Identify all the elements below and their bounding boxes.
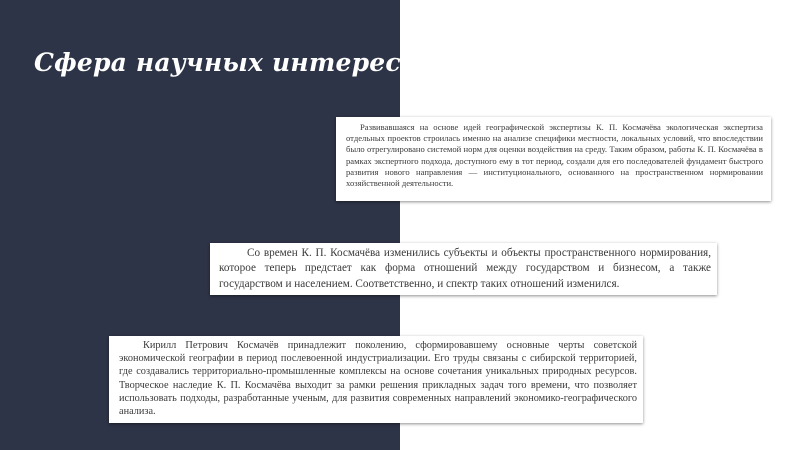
- excerpt-card-3: [109, 336, 643, 423]
- slide-title: Сфера научных интересов: [34, 48, 435, 77]
- excerpt-text-2: Со времен К. П. Космачёва изменились субъекты и объекты пространственного нормирования, которое теперь предстает как форма отношений между государством и бизнесом, а также государством и населением. Соответственно, и спектр таких отношений изменился.: [219, 247, 711, 290]
- excerpt-text-1: Развивавшаяся на основе идей географической экспертизы К. П. Космачёва экологическая экспертиза отдельных проектов строилась именно на анализе специфики местности, локальных условий, что впоследствии было отрегулировано системой норм для оценки воздействия на среду. Таким образом, работы К. П. Космачёва в рамках экспертного подхода, доступного ему в тот период, создали для его последователей фундамент быстрого развития нового направления — институционального, основанного на пространственном нормировании хозяйственной деятельности.: [346, 122, 763, 189]
- excerpt-text-3: Кирилл Петрович Космачёв принадлежит поколению, сформировавшему основные черты советской экономической географии в период послевоенной индустриализации. Его труды связаны с сибирской территорией, где создавались территориально-промышленные комплексы на основе сочетания уникальных природных ресурсов. Творческое наследие К. П. Космачёва выходит за рамки решения прикладных задач того времени, что позволяет использовать подходы, разработанные ученым, для развития современных направлений экономико-географического анализа.: [119, 340, 637, 418]
- excerpt-card-2: [210, 243, 717, 295]
- excerpt-card-1: [336, 117, 771, 201]
